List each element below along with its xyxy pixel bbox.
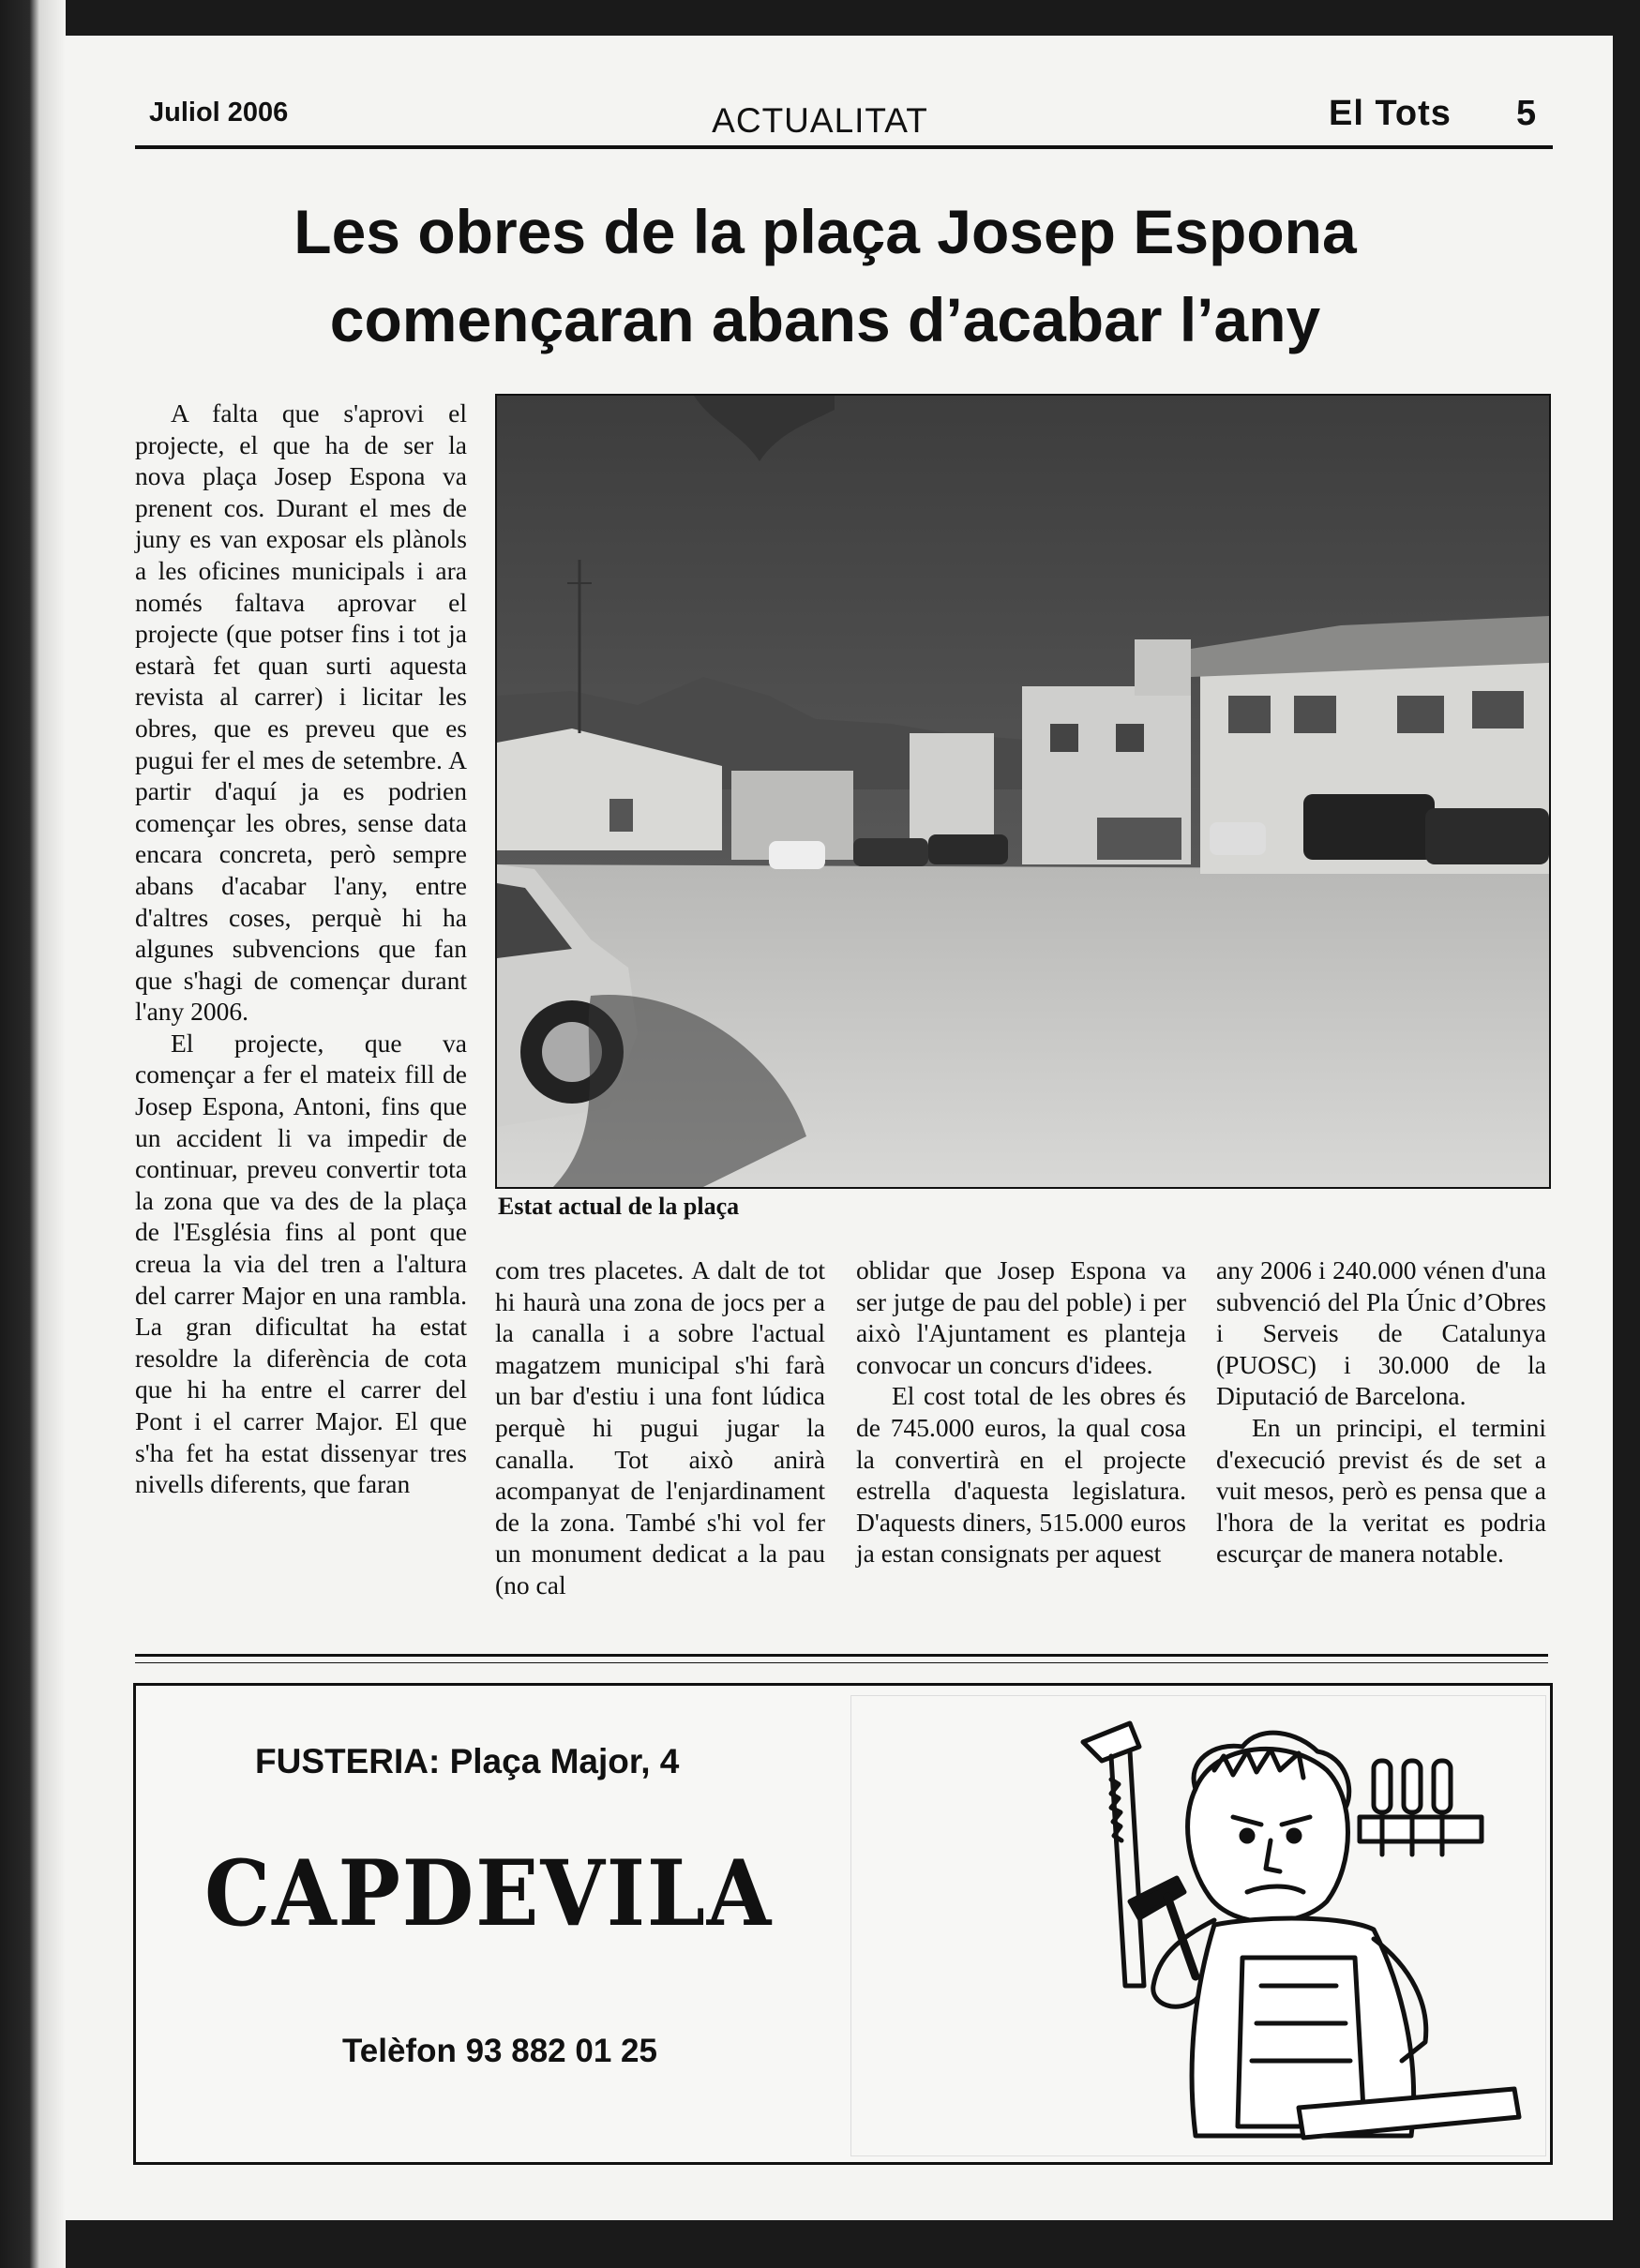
carpentry-advert — [133, 1683, 1553, 2165]
issue-date: Juliol 2006 — [149, 98, 289, 128]
advert-address: FUSTERIA: Plaça Major, 4 — [255, 1742, 680, 1780]
article-paragraph: El projecte, que va començar a fer el mateix fill de Josep Espona, Antoni, fins que un accident li va impedir de continuar, preveu convertir tota la zona que va des de la plaça de l'Església fins al pont que creua la via del tren a l'altura del carrer Major en una rambla. La gran dificultat ha estat resoldre la diferència de cota que hi ha entre el carrer del Pont i el carrer Major. El que s'ha fet ha estat dissenyar tres nivells diferents, que faran — [135, 1028, 467, 1499]
article-column-4 — [1216, 1254, 1546, 1570]
footer-rule-thin — [135, 1662, 1548, 1663]
carpenter-cartoon-icon — [1074, 1705, 1524, 2159]
article-paragraph: En un principi, el termini d'execució previst és de set a vuit mesos, però es pensa que a l'hora de la veritat es podria escurçar de manera notable. — [1216, 1412, 1546, 1569]
article-column-1 — [135, 398, 467, 1500]
footer-rule — [135, 1654, 1548, 1657]
photo-caption: Estat actual de la plaça — [498, 1193, 740, 1220]
book-spine — [0, 0, 66, 2268]
headline-line-1: Les obres de la plaça Josep Espona — [293, 197, 1357, 266]
headline-line-2: començaran abans d’acabar l’any — [329, 285, 1321, 354]
article-column-2 — [495, 1254, 825, 1601]
article-paragraph: oblidar que Josep Espona va ser jutge de pau del poble) i per això l'Ajuntament es planteja convocar un concurs d'idees. — [856, 1255, 1186, 1379]
header-rule — [135, 145, 1553, 149]
article-paragraph: com tres placetes. A dalt de tot hi haurà una zona de jocs per a la canalla i a sobre l'actual magatzem municipal s'hi farà un bar d'estiu i una font lúdica perquè hi pugui jugar la canalla. Tot això anirà acompanyat de l'enjardinament de la zona. També s'hi vol fer un monument dedicat a la pau (no cal — [495, 1255, 825, 1600]
page-number: 5 — [1516, 94, 1537, 133]
article-paragraph: A falta que s'aprovi el projecte, el que ha de ser la nova plaça Josep Espona va prenent cos. Durant el mes de juny es van exposar els plànols a les oficines municipals i ara només faltava aprovar el projecte (que potser fins i tot ja estarà fet quan surti aquesta revista al carrer) i licitar les obres, que es preveu que es pugui fer el mes de setembre. A partir d'aquí ja es podrien començar les obres, sense data encara concreta, però sempre abans d'acabar l'any, entre d'altres coses, perquè hi ha algunes subvencions que fan que s'hagi de començar durant l'any 2006. — [135, 398, 467, 1027]
article-headline — [75, 188, 1575, 364]
article-paragraph: El cost total de les obres és de 745.000 euros, la qual cosa la convertirà en el projecte estrella d'aquesta legislatura. D'aquests diners, 515.000 euros ja estan consignats per aquest — [856, 1381, 1186, 1569]
advert-brand-name: CAPDEVILA — [204, 1840, 774, 1946]
square-photo — [495, 394, 1551, 1189]
article-column-3 — [856, 1254, 1186, 1570]
advert-phone: Telèfon 93 882 01 25 — [342, 2033, 657, 2069]
publication-name: El Tots — [1329, 94, 1452, 133]
section-title: ACTUALITAT — [712, 101, 928, 140]
article-paragraph: any 2006 i 240.000 vénen d'una subvenció del Pla Únic d’Obres i Serveis de Catalunya (PUOSC) i 30.000 de la Diputació de Barcelona. — [1216, 1255, 1546, 1411]
plaza-photo-illustration — [497, 396, 1549, 1187]
